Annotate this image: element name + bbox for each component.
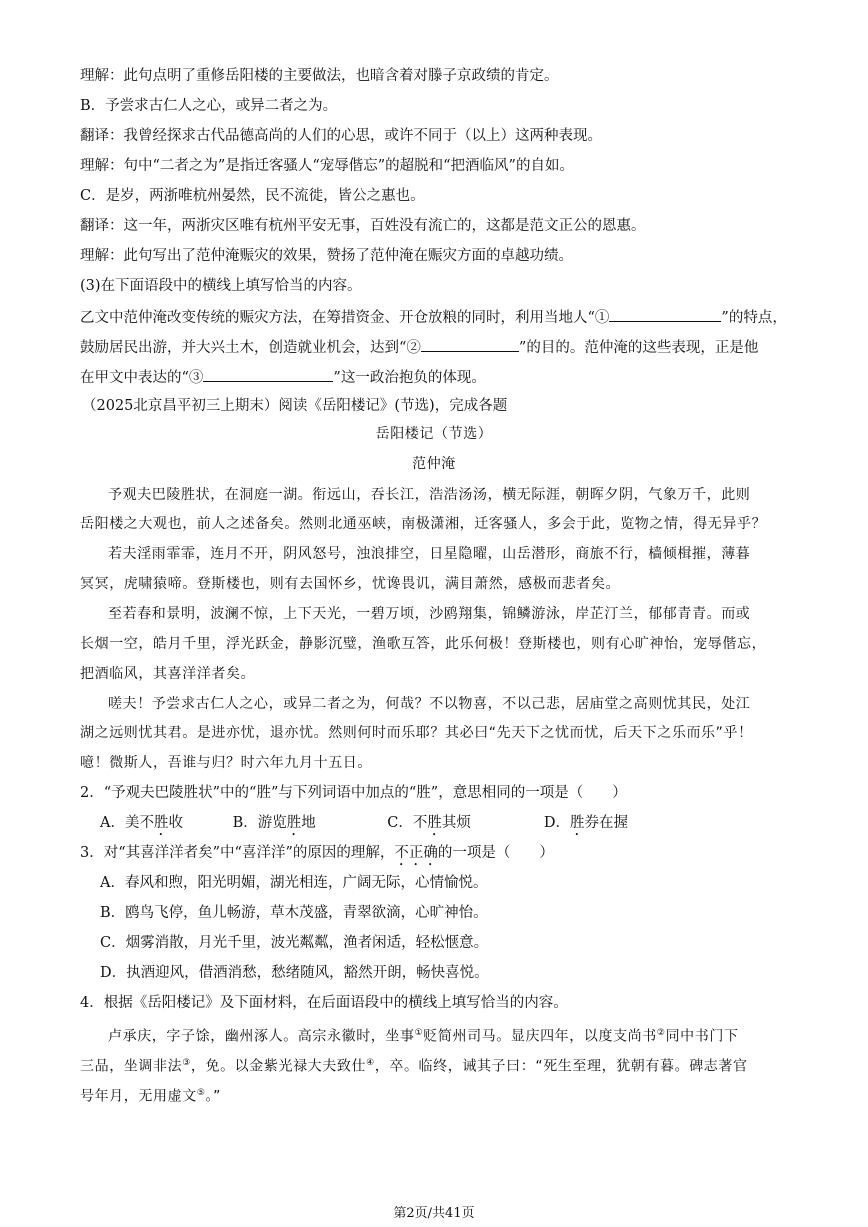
- text-line: 理解：句中“二者之为”是指迁客骚人“宠辱偕忘”的超脱和“把酒临风”的自如。: [80, 158, 574, 174]
- question-2-stem: 2．“予观夫巴陵胜状”中的“胜”与下列词语中加点的“胜”，意思相同的一项是（ ）: [80, 785, 627, 801]
- option-a[interactable]: A．春风和煦，阳光明媚，湖光相连，广阔无际，心情愉悦。: [100, 875, 488, 891]
- text-line: 理解：此句点明了重修岳阳楼的主要做法，也暗含着对滕子京政绩的肯定。: [80, 68, 559, 84]
- passage-title: 岳阳楼记（节选）: [375, 426, 493, 442]
- option-d[interactable]: D．胜券在握: [543, 815, 628, 831]
- source-line: （2025北京昌平初三上期末）阅读《岳阳楼记》(节选)，完成各题: [82, 398, 508, 414]
- passage-line: 把酒临风，其喜洋洋者矣。: [80, 666, 256, 682]
- material-line: 卢承庆，字子馀，幽州涿人。高宗永徽时，坐事①贬简州司马。显庆四年，以度支尚书②同中书门下: [108, 1028, 739, 1045]
- sub-question: (3)在下面语段中的横线上填写恰当的内容。: [80, 278, 362, 294]
- text-line: 理解：此句写出了范仲淹赈灾的效果，赞扬了范仲淹在赈灾方面的卓越功绩。: [80, 248, 573, 264]
- passage-line: 岳阳楼之大观也，前人之述备矣。然则北通巫峡，南极潇湘，迁客骚人，多会于此，览物之情，得无异乎？: [80, 516, 767, 532]
- passage-line: 嗟夫！予尝求古仁人之心，或异二者之为，何哉？不以物喜，不以己悲，居庙堂之高则忧其民，处江: [108, 696, 751, 712]
- answer-blank-3[interactable]: [203, 366, 333, 382]
- question-4-stem: 4．根据《岳阳楼记》及下面材料，在后面语段中的横线上填写恰当的内容。: [80, 995, 568, 1011]
- passage-author: 范仲淹: [412, 456, 456, 472]
- answer-blank-2[interactable]: [421, 336, 519, 352]
- passage-line: 湖之远则忧其君。是进亦忧，退亦忧。然则何时而乐耶？其必曰“先天下之忧而忧，后天下之乐而乐”乎！: [80, 725, 753, 741]
- option-c: C．是岁，两浙唯杭州晏然，民不流徙，皆公之惠也。: [80, 188, 425, 204]
- option-d[interactable]: D．执酒迎风，借酒消愁，愁绪随风，豁然开朗，畅快喜悦。: [100, 965, 489, 981]
- passage-line: 噫！微斯人，吾谁与归？时六年九月十五日。: [80, 755, 372, 771]
- passage-line: 冥冥，虎啸猿啼。登斯楼也，则有去国怀乡，忧谗畏讥，满目萧然，感极而悲者矣。: [80, 576, 621, 592]
- option-a[interactable]: A．美不胜收: [100, 815, 183, 831]
- fill-line-1: 乙文中范仲淹改变传统的赈灾方法，在筹措资金、开仓放粮的同时，利用当地人“① ”的特点，: [80, 306, 796, 329]
- fill-line-3: 在甲文中表达的“③ ”这一政治抱负的体现。: [80, 366, 796, 389]
- material-line: 号年月，无用虚文⑤。”: [80, 1088, 221, 1105]
- question-2-options: [100, 813, 628, 839]
- option-b[interactable]: B．游览胜地: [232, 815, 316, 831]
- answer-blank-1[interactable]: [609, 306, 721, 322]
- passage-line: 若夫淫雨霏霏，连月不开，阴风怒号，浊浪排空，日星隐曜，山岳潜形，商旅不行，樯倾楫摧，薄暮: [108, 546, 751, 562]
- fill-line-2: 鼓励居民出游，并大兴土木，创造就业机会，达到“② ”的目的。范仲淹的这些表现，正是他: [80, 336, 796, 359]
- page-number: 第2页/共41页: [393, 1206, 475, 1221]
- passage-line: 至若春和景明，波澜不惊，上下天光，一碧万顷，沙鸥翔集，锦鳞游泳，岸芷汀兰，郁郁青青。而或: [108, 606, 751, 622]
- passage-line: 长烟一空，皓月千里，浮光跃金，静影沉璧，渔歌互答，此乐何极！登斯楼也，则有心旷神怡，宠辱偕忘，: [80, 636, 767, 652]
- option-b: B．予尝求古仁人之心，或异二者之为。: [80, 98, 338, 114]
- text-line: 翻译：这一年，两浙灾区唯有杭州平安无事，百姓没有流亡的，这都是范文正公的恩惠。: [80, 218, 646, 234]
- option-c[interactable]: C．烟雾消散，月光千里，波光粼粼，渔者闲适，轻松惬意。: [100, 935, 489, 951]
- passage-line: 予观夫巴陵胜状，在洞庭一湖。衔远山，吞长江，浩浩汤汤，横无际涯，朝晖夕阴，气象万千，此则: [108, 487, 751, 503]
- material-line: 三品，坐调非法③，免。以金紫光禄大夫致仕④，卒。临终，诫其子曰：“死生至理，犹朝有暮。碑志著官: [80, 1058, 748, 1075]
- text-line: 翻译：我曾经探求古代品德高尚的人们的心思，或许不同于（以上）这两种表现。: [80, 128, 602, 144]
- question-3-stem: 3．对“其喜洋洋者矣”中“喜洋洋”的原因的理解，不正确的一项是（ ）: [80, 845, 554, 861]
- option-b[interactable]: B．鸥鸟飞停，鱼儿畅游，草木茂盛，青翠欲滴，心旷神怡。: [100, 905, 488, 921]
- option-c[interactable]: C．不胜其烦: [387, 815, 471, 831]
